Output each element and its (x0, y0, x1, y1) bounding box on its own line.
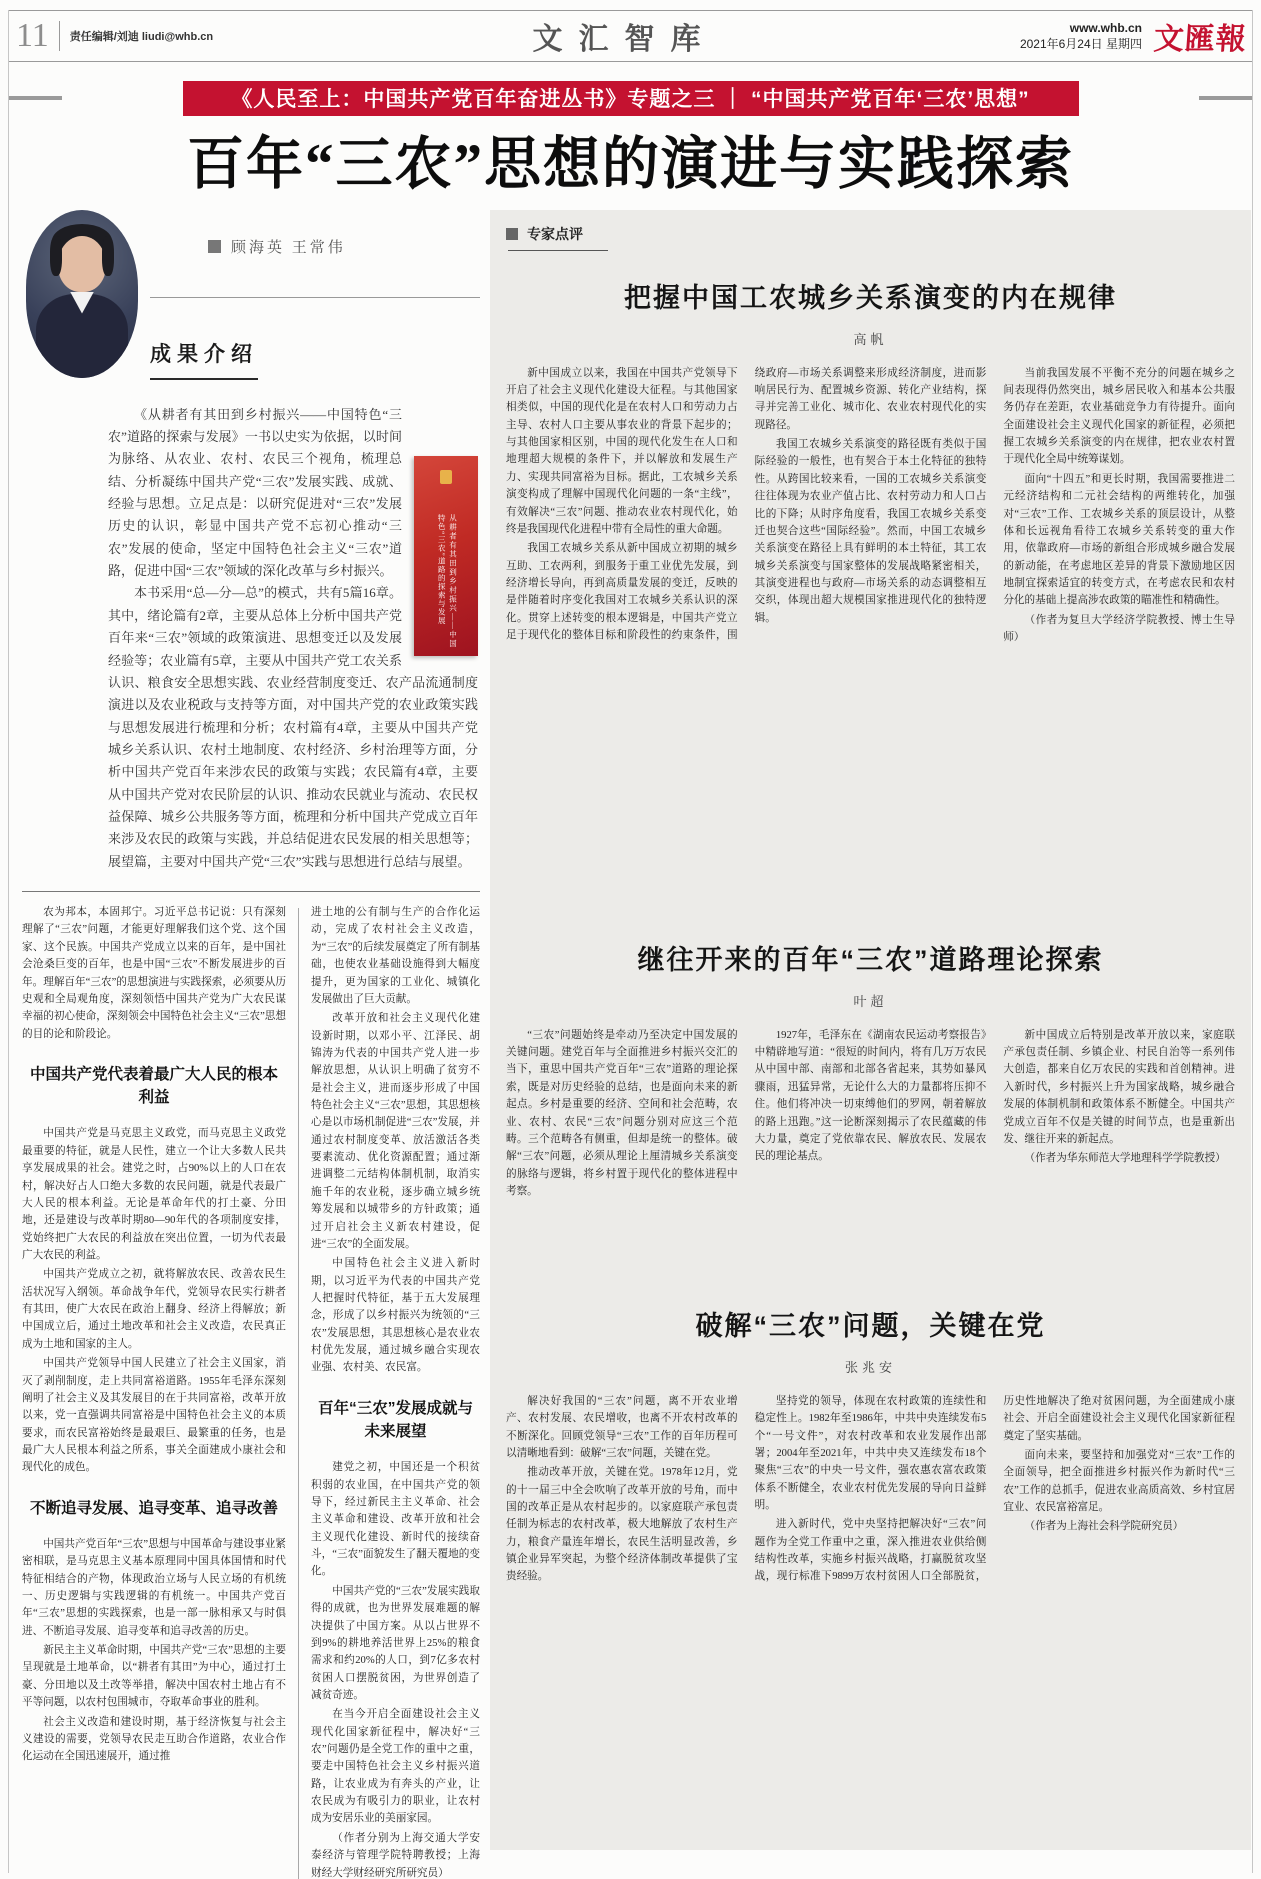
paragraph: 中国共产党是马克思主义政党，而马克思主义政党最重要的特征，就是人民性，建立一个让大多数人民共享发展成果的社会。建党之时，占90%以上的人口在农村，解决好占人口绝大多数的农民问题，就是代表最广大人民的根本利益。无论是革命年代的打土豪、分田地，还是建设与改革时期80—90年代的各项制度安排，党始终把广大农民的利益放在突出位置，一切为代表最广大农民的利益。 (22, 1128, 286, 1261)
paragraph: 建党之初，中国还是一个积贫积弱的农业国，在中国共产党的领导下，经过新民主主义革命、社会主义革命和建设、改革开放和社会主义现代化建设、新时代的接续奋斗，“三农”面貌发生了翻天覆地的变化。 (311, 1462, 480, 1578)
article-title: 继往开来的百年“三农”道路理论探索 (637, 944, 1104, 975)
paragraph: 进土地的公有制与生产的合作化运动，完成了农村社会主义改造，为“三农”的后续发展奠定了所有制基础，也使农业基础设施得到大幅度提升，更为国家的工业化、城镇化发展做出了巨大贡献。 (311, 907, 480, 1005)
left-dash (8, 96, 62, 100)
essay-column-2 (311, 904, 480, 1879)
author-photo (26, 210, 138, 378)
right-dash (1199, 96, 1253, 100)
paragraph: 中国特色社会主义进入新时期，以习近平为代表的中国共产党人把握时代特征，基于五大发展理念，形成了以乡村振兴为统领的“三农”发展思想，其思想核心是农业农村优先发展，通过城乡融合实现农业强、农村美、农民富。 (311, 1258, 480, 1374)
issue-date: 2021年6月24日 星期四 (1019, 37, 1142, 51)
paragraph: 面向“十四五”和更长时期，我国需要推进二元经济结构和二元社会结构的两维转化，加强对“三农”工作、工农城乡关系的顶层设计，从整体和长远视角看待工农城乡关系转变的重大作用，依靠政府—市场的新组合形成城乡融合发展的新动能，在考虑地区差异的背景下激励地区因地制宜探索适宜的转变方式，在考虑农民和农村分化的基础上提高涉农政策的瞄准性和精确性。 (1003, 473, 1235, 607)
paragraph: 我国工农城乡关系演变的路径既有类似于国际经验的一般性，也有契合于本土化特征的独特性。从跨国比较来看，一国的工农城乡关系演变往往体现为农业产值占比、农村劳动力和人口占比的下降；从时序角度看，我国工农城乡关系变迁也契合这些“国际经验”。然而，中国工农城乡关系演变在路径上具有鲜明的本土特征，其工农城乡关系演变与国家整体的发展战略紧密相关，其演变进程也与政府—市场关系的动态调整相互交织，体现出超大规模国家推进现代化的独特逻辑。 (754, 439, 987, 624)
article-title: 破解“三农”问题，关键在党 (695, 1310, 1046, 1341)
paragraph: 进入新时代，党中央坚持把解决好“三农”问题作为全党工作重中之重，深入推进农业供给侧结构性改革，实施乡村振兴战略，打赢脱贫攻坚战，现行标准下9899万农村贫困人口全部脱贫，历史性地解决了绝对贫困问题，为全面建成小康社会、开启全面建设社会主义现代化国家新征程奠定了坚实基础。 (754, 1395, 1235, 1583)
author-credit: （作者分别为上海交通大学安泰经济与管理学院特聘教授；上海财经大学财经研究所研究员） (311, 1832, 480, 1879)
topic-banner: 《人民至上：中国共产党百年奋进丛书》专题之三 ｜ “中国共产党百年‘三农’思想” (183, 81, 1079, 116)
book-cover-title: 从耕者有其田到乡村振兴——中国特色“三农”道路的探索与发展 (437, 513, 458, 648)
paragraph: 中国共产党成立之初，就将解放农民、改善农民生活状况写入纲领。革命战争年代，党领导农民实行耕者有其田，使广大农民在政治上翻身、经济上得解放；新中国成立后，通过土地改革和社会主义改造，农民真正成为土地和国家的主人。 (22, 1269, 286, 1350)
paragraph: 新民主主义革命时期，中国共产党“三农”思想的主要呈现就是土地革命，以“耕者有其田”为中心，通过打土豪、分田地以及土改等举措，解决中国农村土地占有不平等问题，以农村包围城市，夺取革命事业的胜利。 (22, 1645, 286, 1709)
book-cover (414, 456, 478, 656)
expert-commentary-box (490, 210, 1251, 1850)
paragraph: 社会主义改造和建设时期，基于经济恢复与社会主义建设的需要，党领导农民走互助合作道路，农业合作化运动在全国迅速展开，通过推 (22, 1716, 286, 1763)
article-title: 把握中国工农城乡关系演变的内在规律 (624, 282, 1117, 313)
column-divider (298, 908, 299, 1879)
paragraph: 中国共产党百年“三农”思想与中国革命与建设事业紧密相联，是马克思主义基本原理同中国具体国情和时代特征相结合的产物，体现政治立场与人民立场的有机统一、历史逻辑与实践逻辑的有机统一。中国共产党百年“三农”思想的实践探索，也是一部一脉相承又与时俱进、不断追寻发展、追寻变革和追寻改善的历史。 (22, 1538, 286, 1637)
banner-row (8, 80, 1253, 116)
author-credit: （作者为上海社会科学院研究员） (1024, 1521, 1184, 1533)
photo-face (58, 236, 106, 292)
intro-text (108, 404, 478, 874)
article-author: 高帆 (853, 331, 888, 347)
expert-article-3 (506, 1309, 1235, 1731)
essay-column-1 (22, 904, 286, 1879)
expert-article-1 (506, 281, 1235, 913)
paragraph: 中国共产党的“三农”发展实践取得的成就，也为世界发展难题的解决提供了中国方案。从以占世界不到9%的耕地养活世界上25%的粮食需求和约20%的人口，到7亿多农村贫困人口摆脱贫困，为世界创造了减贫奇迹。 (311, 1585, 480, 1701)
byline (208, 236, 480, 257)
paragraph: 1927年，毛泽东在《湖南农民运动考察报告》中精辟地写道：“很短的时间内，将有几万万农民从中国中部、南部和北部各省起来，其势如暴风骤雨，迅猛异常，无论什么大的力量都将压抑不住。他们将冲决一切束缚他们的罗网，朝着解放的路上迅跑。”这一论断深刻揭示了农民蕴藏的伟大力量，奠定了党依靠农民、解放农民、发展农民的理论基点。 (754, 1029, 987, 1163)
page-content (22, 210, 1251, 1879)
expert-label-underline (508, 250, 608, 251)
masthead-logo: 文匯報 (1152, 23, 1248, 56)
paragraph: 中国共产党领导中国人民建立了社会主义国家，消灭了剥削制度，走上共同富裕道路。1955年毛泽东深刻阐明了社会主义及其发展目的在于共同富裕，改革开放以来，党一直强调共同富裕是中国特色社会主义的本质要求，而农民富裕始终是最艰巨、最繁重的任务，也是最广大人民根本利益之所系，事关全面建成小康社会和现代化的成色。 (22, 1358, 286, 1474)
paragraph: 本书采用“总—分—总”的模式，共有5篇16章。其中，绪论篇有2章，主要从总体上分析中国共产党百年来“三农”领域的政策演进、思想变迁以及发展经验等；农业篇有5章，主要从中国共产党工农关系认识、粮食安全思想实践、农业经营制度变迁、农产品流通制度演进以及农业税政与支持等方面，对中国共产党的农业政策实践与思想发展进行梳理和分析；农村篇有4章，主要从中国共产党城乡关系认识、农村土地制度、农村经济、乡村治理等方面，分析中国共产党百年来涉农民的政策与实践；农民篇有4章，主要从中国共产党对农民阶层的认识、推动农民就业与流动、农民权益保障、城乡公共服务等方面，梳理和分析中国共产党成立百年来涉及农民的政策与实践，并总结促进农民发展的相关思想等；展望篇，主要对中国共产党“三农”实践与思想进行总结与展望。 (108, 585, 478, 869)
article-body (506, 365, 1235, 913)
byline-square-icon (208, 240, 221, 253)
expert-article-2 (506, 943, 1235, 1279)
subheading: 百年“三农”发展成就与未来展望 (317, 1399, 473, 1441)
paragraph: 我国工农城乡关系从新中国成立初期的城乡互助、工农两利，到服务于重工业优先发展，到经济增长导向，再到高质量发展的变迁，反映的是伴随着时序变化我国对工农城乡关系认识的深化。贯穿上述转变的根本逻辑是，中国共产党立足于现代化的整体目标和阶段性的约束条件，围绕政府—市场关系调整来形成经济制度，进而影响居民行为、配置城乡资源、转化产业结构，探寻并完善工业化、城市化、农业农村现代化的实现路径。 (506, 367, 987, 642)
paragraph: 在当今开启全面建设社会主义现代化国家新征程中，解决好“三农”问题仍是全党工作的重中之重，要走中国特色社会主义乡村振兴道路，让农业成为有奔头的产业，让农民成为有吸引力的职业，让农村成为安居乐业的美丽家园。 (311, 1709, 480, 1825)
header-divider (59, 21, 60, 51)
left-essay-columns (22, 904, 480, 1879)
article-body (506, 1393, 1235, 1731)
author-credit: （作者为华东师范大学地理科学学院教授） (1024, 1153, 1226, 1165)
intro-header (150, 297, 480, 380)
main-headline: 百年“三农”思想的演进与实践探索 (187, 133, 1074, 196)
paragraph: 改革开放和社会主义现代化建设新时期，以邓小平、江泽民、胡锦涛为代表的中国共产党人进一步解放思想，从认识上明确了贫穷不是社会主义，进而逐步形成了中国特色社会主义“三农”思想，其思想核心是以市场机制促进“三农”发展，并通过农村制度变革、放活激活各类要素流动、优化资源配置；通过渐进调整二元结构体制机制，取消实施千年的农业税，逐步确立城乡统筹发展和以城带乡的方针政策；通过开启社会主义新农村建设，促进“三农”的全面发展。 (311, 1013, 480, 1250)
website-url: www.whb.cn (1069, 20, 1142, 35)
byline-authors: 顾海英 王常伟 (231, 239, 346, 256)
intro-heading: 成果介绍 (150, 342, 258, 366)
author-credit: （作者为复旦大学经济学院教授、博士生导师） (1003, 614, 1235, 644)
paragraph: 解决好我国的“三农”问题，离不开农业增产、农村发展、农民增收，也离不开农村改革的不断深化。回顾党领导“三农”工作的百年历程可以清晰地看到：破解“三农”问题，关键在党。 (506, 1395, 738, 1459)
book-emblem-icon (440, 470, 452, 484)
paragraph: 《从耕者有其田到乡村振兴——中国特色“三农”道路的探索与发展》一书以史实为依据，以时间为脉络、从农业、农村、农民三个视角，梳理总结、分析凝练中国共产党“三农”发展实践、成就、经验与思想。立足点是：以研究促进对“三农”发展历史的认识，彰显中国共产党不忘初心推动“三农”发展的使命，坚定中国特色社会主义“三农”道路，促进中国“三农”领域的深化改革与乡村振兴。 (108, 406, 402, 579)
intro-heading-underline (150, 378, 258, 380)
article-body (506, 1027, 1235, 1279)
paragraph: 新中国成立以来，我国在中国共产党领导下开启了社会主义现代化建设大征程。与其他国家相类似，中国的现代化是在农村人口和劳动力占主导、农村人口主要从事农业的背景下起步的；与其他国家相区别，中国的现代化发生在人口和地理超大规模的条件下，并以解放和发展生产力、实现共同富裕为目标。据此，工农城乡关系演变构成了理解中国现代化问题的一条“主线”，有效解决“三农”问题、推动农业农村现代化，始终是我国现代化进程中带有全局性的重大命题。 (506, 367, 738, 535)
page-header (8, 10, 1253, 62)
paragraph: 农为邦本，本固邦宁。习近平总书记说：只有深刻理解了“三农”问题，才能更好理解我们这个党、这个国家、这个民族。中国共产党成立以来的百年，是中国社会沧桑巨变的百年，也是中国“三农”不断发展进步的百年。理解百年“三农”的思想演进与实践探索，必须要从历史观和全局观角度，深刻领悟中国共产党为广大农民谋幸福的初心使命，深刻领会中国特色社会主义“三农”思想的目的论和阶段论。 (22, 907, 286, 1040)
subheading: 中国共产党代表着最广大人民的根本利益 (29, 1065, 278, 1107)
section-title: 文汇智库 (532, 23, 717, 56)
paragraph: 坚持党的领导，体现在农村政策的连续性和稳定性上。1982年至1986年，中共中央连续发布5个“一号文件”，对农村改革和农业发展作出部署；2004年至2021年，中共中央又连续发布18个聚焦“三农”的中央一号文件，强农惠农富农政策体系不断健全，农业农村优先发展的导向日益鲜明。 (754, 1395, 987, 1511)
article-author: 张兆安 (844, 1359, 896, 1375)
expert-label-text: 专家点评 (527, 225, 583, 242)
expert-square-icon (506, 228, 518, 240)
editor-credit: 责任编辑/刘迪 liudi@whb.cn (69, 31, 214, 43)
page-number: 11 (16, 17, 49, 54)
paragraph: 推动改革开放，关键在党。1978年12月，党的十一届三中全会吹响了改革开放的号角，而中国的改革正是从农村起步的。以家庭联产承包责任制为标志的农村改革，极大地解放了农村生产力，粮食产量连年增长，农民生活明显改善，乡镇企业异军突起，为整个经济体制改革提供了宝贵经验。 (506, 1467, 738, 1583)
paragraph: 当前我国发展不平衡不充分的问题在城乡之间表现得仍然突出，城乡居民收入和基本公共服务仍存在差距，农业基础竞争力有待提升。面向全面建设社会主义现代化国家的新征程，必须把握工农城乡关系演变的内在规律，把农业农村置于现代化全局中统筹谋划。 (1003, 367, 1235, 466)
paragraph: 面向未来，要坚持和加强党对“三农”工作的全面领导，把全面推进乡村振兴作为新时代“三农”工作的总抓手，促进农业高质高效、乡村宜居宜业、农民富裕富足。 (1003, 1449, 1235, 1513)
left-column (22, 210, 480, 1879)
paragraph: “三农”问题始终是牵动乃至决定中国发展的关键问题。建党百年与全面推进乡村振兴交汇的当下，重思中国共产党百年“三农”道路的理论探索，既是对历史经验的总结，也是面向未来的新起点。乡村是重要的经济、空间和社会范畴，农业、农村、农民“三农”问题分别对应这三个范畴。三个范畴各有侧重，但却是统一的整体。破解“三农”问题，必须从理论上厘清城乡关系演变的脉络与逻辑，将乡村置于现代化的整体进程中考察。 (506, 1029, 738, 1197)
section-rule (22, 891, 480, 892)
expert-label (506, 224, 1235, 244)
header-right (1020, 20, 1142, 52)
subheading: 不断追寻发展、追寻变革、追寻改善 (29, 1499, 278, 1517)
paragraph: 新中国成立后特别是改革开放以来，家庭联产承包责任制、乡镇企业、村民自治等一系列伟大创造，都来自亿万农民的实践和首创精神。进入新时代，乡村振兴上升为国家战略，城乡融合发展的体制机制和政策体系不断健全。中国共产党成立百年不仅是关键的时间节点，也是重新出发、继往开来的新起点。 (1003, 1029, 1235, 1145)
article-author: 叶超 (853, 993, 888, 1009)
